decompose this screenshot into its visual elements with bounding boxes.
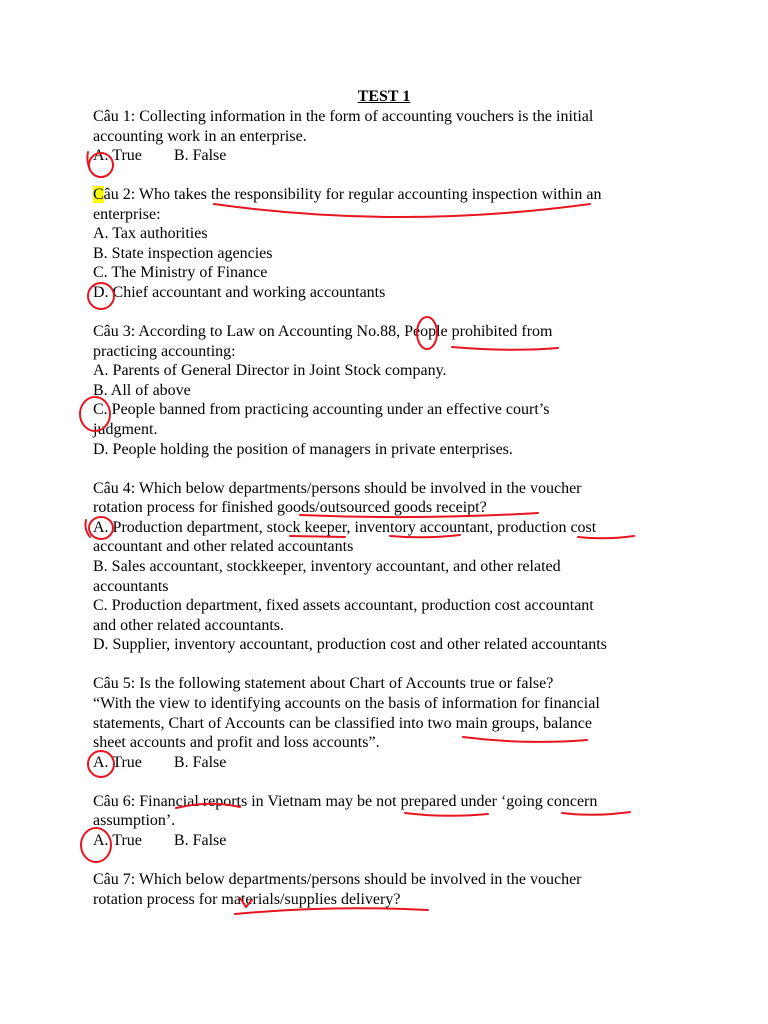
q2-line2: enterprise: [93, 206, 161, 223]
q5-line1: Câu 5: Is the following statement about Chart of Accounts true or false? [93, 675, 554, 692]
q6-underline-notprepared [405, 813, 488, 816]
q6-line2: assumption’. [93, 812, 176, 829]
q2-option-a: A. Tax authorities [93, 225, 208, 242]
q5-line3: statements, Chart of Accounts can be classified into two main groups, balance [93, 715, 592, 732]
q2-highlight: C [93, 186, 104, 203]
q3-option-c-line1: C. People banned from practicing accounting under an effective court’s [93, 401, 550, 418]
q4-option-d: D. Supplier, inventory accountant, production cost and other related accountants [93, 636, 607, 653]
q2-option-c: C. The Ministry of Finance [93, 264, 268, 281]
q5-line2: “With the view to identifying accounts on the basis of information for financial [93, 695, 600, 712]
q3-option-b: B. All of above [93, 382, 191, 399]
q7-line1: Câu 7: Which below departments/persons should be involved in the voucher [93, 871, 582, 888]
q2-option-d: D. Chief accountant and working accountants [93, 284, 386, 301]
q1-line1: Câu 1: Collecting information in the form of accounting vouchers is the initial [93, 108, 594, 125]
q1-circle-tail [87, 152, 90, 170]
q3-option-a: A. Parents of General Director in Joint Stock company. [93, 362, 447, 379]
q2-underline [214, 204, 590, 217]
q6-underline-goingconcern [562, 812, 630, 815]
q4-option-b-line2: accountants [93, 578, 169, 595]
q2-line1-text: âu 2: Who takes the responsibility for regular accounting inspection within an [103, 186, 602, 203]
q4-option-a-line2: accountant and other related accountants [93, 538, 354, 555]
q1-line2: accounting work in an enterprise. [93, 128, 307, 145]
q4-option-c-line1: C. Production department, fixed assets accountant, production cost accountant [93, 597, 594, 614]
q4-option-a-line1: A. Production department, stock keeper, inventory accountant, production cost [93, 519, 597, 536]
q6-options: A. True B. False [93, 832, 227, 849]
q6-line1: Câu 6: Financial reports in Vietnam may be not prepared under ‘going concern [93, 793, 598, 810]
q2-option-b: B. State inspection agencies [93, 245, 273, 262]
q5-underline [463, 737, 587, 742]
q5-options: A. True B. False [93, 754, 227, 771]
q4-circle-tail [86, 520, 91, 537]
q3-option-c-line2: judgment. [93, 421, 158, 438]
q7-line2: rotation process for materials/supplies delivery? [93, 891, 401, 908]
q4-option-c-line2: and other related accountants. [93, 617, 285, 634]
q3-option-d: D. People holding the position of managers in private enterprises. [93, 441, 513, 458]
q3-line1: Câu 3: According to Law on Accounting No.88, People prohibited from [93, 323, 553, 340]
q4-line1: Câu 4: Which below departments/persons should be involved in the voucher [93, 480, 582, 497]
q3-underline [452, 347, 558, 350]
q5-line4: sheet accounts and profit and loss accounts”. [93, 734, 380, 751]
q3-line2: practicing accounting: [93, 343, 236, 360]
q4-line2: rotation process for finished goods/outsourced goods receipt? [93, 499, 487, 516]
q2-line1 [93, 185, 601, 205]
q1-options: A. True B. False [93, 147, 227, 164]
q4-option-b-line1: B. Sales accountant, stockkeeper, inventory accountant, and other related [93, 558, 561, 575]
page-title: TEST 1 [357, 88, 411, 105]
